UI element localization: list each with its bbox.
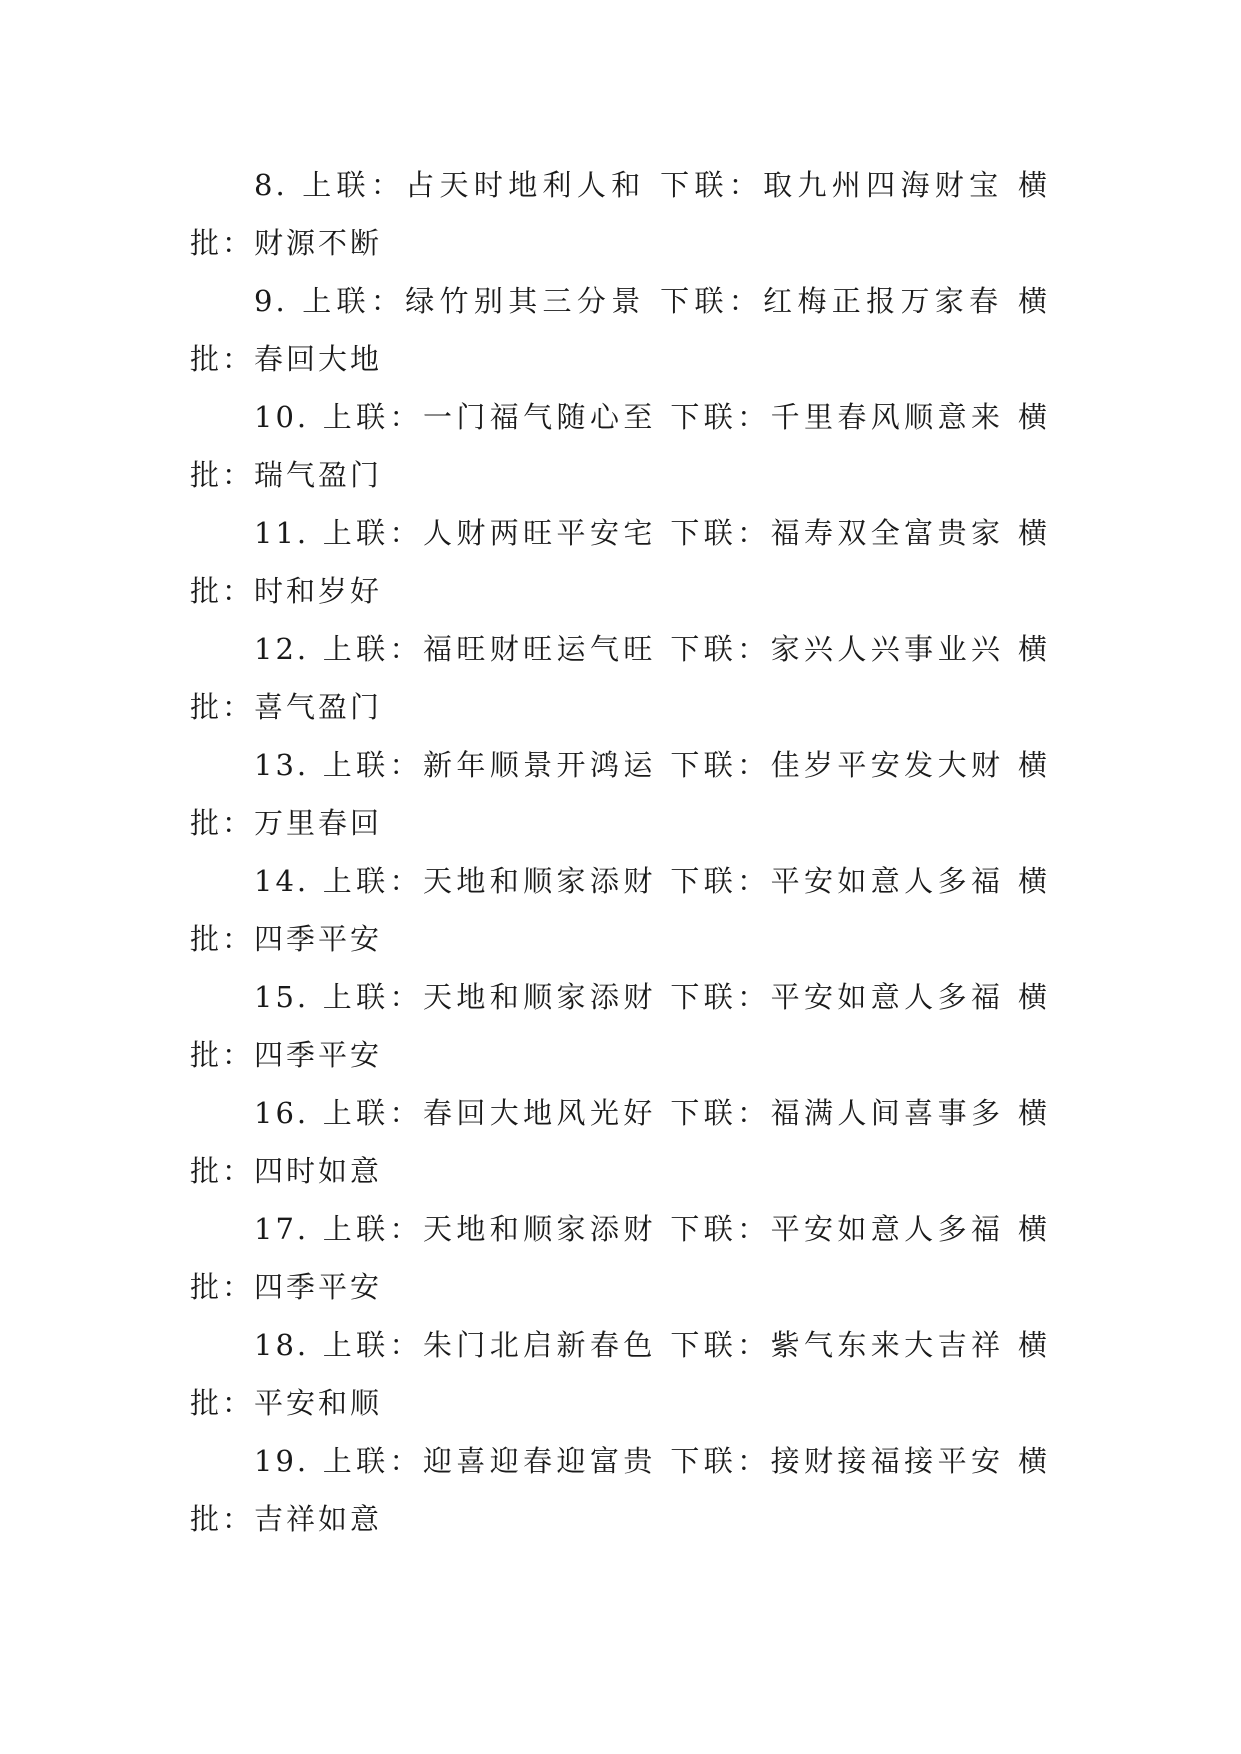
couplet-item: 14. 上联：天地和顺家添财 下联：平安如意人多福 横批：四季平安 <box>190 864 1050 956</box>
couplet-item: 8. 上联：占天时地利人和 下联：取九州四海财宝 横批：财源不断 <box>190 168 1050 260</box>
couplet-item: 16. 上联：春回大地风光好 下联：福满人间喜事多 横批：四时如意 <box>190 1096 1050 1188</box>
couplet-item: 12. 上联：福旺财旺运气旺 下联：家兴人兴事业兴 横批：喜气盈门 <box>190 632 1050 724</box>
couplet-item: 13. 上联：新年顺景开鸿运 下联：佳岁平安发大财 横批：万里春回 <box>190 748 1050 840</box>
couplet-item: 18. 上联：朱门北启新春色 下联：紫气东来大吉祥 横批：平安和顺 <box>190 1328 1050 1420</box>
couplet-item: 9. 上联：绿竹别其三分景 下联：红梅正报万家春 横批：春回大地 <box>190 284 1050 376</box>
couplet-item: 17. 上联：天地和顺家添财 下联：平安如意人多福 横批：四季平安 <box>190 1212 1050 1304</box>
couplet-list <box>190 156 1050 1548</box>
couplet-item: 19. 上联：迎喜迎春迎富贵 下联：接财接福接平安 横批：吉祥如意 <box>190 1444 1050 1536</box>
couplet-item: 11. 上联：人财两旺平安宅 下联：福寿双全富贵家 横批：时和岁好 <box>190 516 1050 608</box>
couplet-item: 10. 上联：一门福气随心至 下联：千里春风顺意来 横批：瑞气盈门 <box>190 400 1050 492</box>
couplet-item: 15. 上联：天地和顺家添财 下联：平安如意人多福 横批：四季平安 <box>190 980 1050 1072</box>
